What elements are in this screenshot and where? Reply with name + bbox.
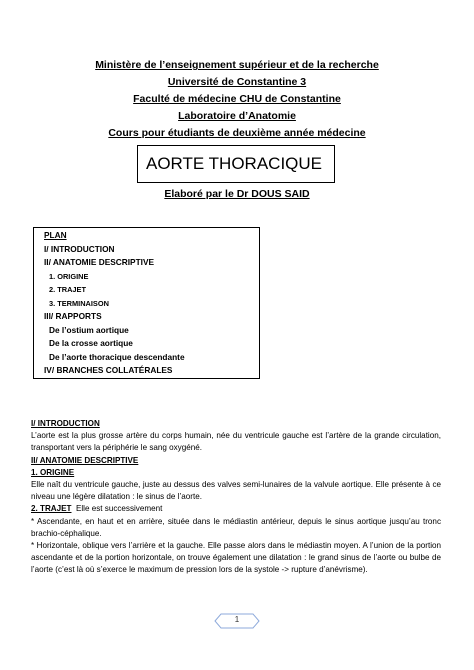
university-line: Université de Constantine 3 xyxy=(167,76,307,88)
plan-item: IV/ BRANCHES COLLATÉRALES xyxy=(44,365,173,375)
plan-subitem: De l’ostium aortique xyxy=(49,324,129,335)
origin-paragraph: Elle naît du ventricule gauche, juste au dessus des valves semi-lunaires de la valvule aortique. Elle présente à ce niveau une légère dilatation : le sinus de l’aorte. xyxy=(31,480,441,502)
plan-subitem: De l’aorte thoracique descendante xyxy=(49,351,185,362)
document-title: AORTE THORACIQUE xyxy=(137,145,335,183)
plan-heading: PLAN xyxy=(44,230,67,240)
trajet-intro: Elle est successivement xyxy=(75,504,163,514)
plan-subitem: 2. TRAJET xyxy=(49,285,86,294)
page-number: 1 xyxy=(234,615,240,624)
trajet-line xyxy=(31,503,441,515)
institution-header xyxy=(0,57,474,142)
trajet-horizontal-paragraph: * Horizontale, oblique vers l’arrière et la gauche. Elle passe alors dans le médiastin moyen. A l’union de la portion ascendante et de la portion horizontale, on trouve également une dilatation : le grand sinus de l’aorte ou bulbe de l’aorte (c’est là où s’exerce le maximum de pression lors de la systole -> rupture d’anévrisme). xyxy=(31,541,441,575)
plan-item: I/ INTRODUCTION xyxy=(44,243,115,254)
ministry-line: Ministère de l’enseignement supérieur et de la recherche xyxy=(95,59,379,71)
section-heading-anatomy: II/ ANATOMIE DESCRIPTIVE xyxy=(31,455,139,465)
subsection-heading-trajet: 2. TRAJET xyxy=(31,504,72,514)
trajet-ascending-paragraph: * Ascendante, en haut et en arrière, située dans le médiastin antérieur, depuis le sinus aortique jusqu’au tronc brachio-céphalique. xyxy=(31,516,441,538)
plan-subitem: De la crosse aortique xyxy=(49,338,133,348)
section-heading-introduction: I/ INTRODUCTION xyxy=(31,419,100,428)
plan-item: III/ RAPPORTS xyxy=(44,311,102,321)
intro-paragraph: L’aorte est la plus grosse artère du corps humain, née du ventricule gauche est l’artère de la grande circulation, transportant vers la périphérie le sang oxygéné. xyxy=(31,431,441,453)
subsection-heading-origin: 1. ORIGINE xyxy=(31,467,75,477)
lab-line: Laboratoire d’Anatomie xyxy=(178,110,296,122)
plan-subitem: 3. TERMINAISON xyxy=(49,298,109,308)
plan-subitem: 1. ORIGINE xyxy=(49,271,89,281)
page-number-badge xyxy=(213,612,261,630)
body-content xyxy=(31,418,441,577)
plan-box xyxy=(33,227,260,379)
course-line: Cours pour étudiants de deuxième année médecine xyxy=(108,127,366,139)
author-line: Elaboré par le Dr DOUS SAID xyxy=(164,188,310,200)
faculty-line: Faculté de médecine CHU de Constantine xyxy=(133,93,341,105)
plan-item: II/ ANATOMIE DESCRIPTIVE xyxy=(44,257,155,267)
